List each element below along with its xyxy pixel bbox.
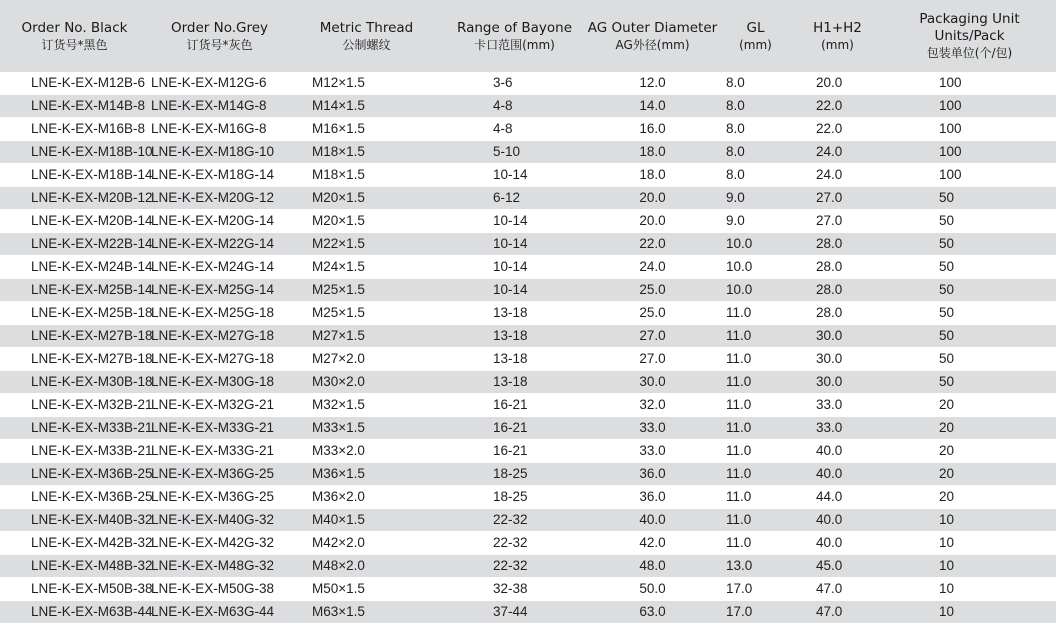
header-order-grey [149,0,290,72]
cell-range: 10-14 [443,256,586,279]
cell-h1-h2: 45.0 [792,555,883,578]
cell-order-grey: LNE-K-EX-M36G-25 [149,463,290,486]
cell-packaging-unit: 10 [883,601,1056,624]
cell-packaging-unit: 20 [883,440,1056,463]
table-row [0,233,1056,256]
cell-gl: 8.0 [719,164,792,187]
cell-order-grey: LNE-K-EX-M50G-38 [149,578,290,601]
cell-order-grey: LNE-K-EX-M27G-18 [149,348,290,371]
cell-packaging-unit: 100 [883,118,1056,141]
cell-metric-thread: M16×1.5 [290,118,443,141]
cell-ag-outer-diameter: 33.0 [586,440,719,463]
cell-metric-thread: M33×2.0 [290,440,443,463]
cell-ag-outer-diameter: 24.0 [586,256,719,279]
cell-range: 18-25 [443,463,586,486]
cell-ag-outer-diameter: 14.0 [586,95,719,118]
header-gl [719,0,792,72]
cell-order-black: LNE-K-EX-M18B-10 [0,141,149,164]
cell-ag-outer-diameter: 20.0 [586,187,719,210]
cell-metric-thread: M50×1.5 [290,578,443,601]
table-row [0,210,1056,233]
cell-range: 4-8 [443,95,586,118]
cell-metric-thread: M14×1.5 [290,95,443,118]
cell-order-black: LNE-K-EX-M42B-32 [0,532,149,555]
cell-h1-h2: 30.0 [792,325,883,348]
cell-ag-outer-diameter: 50.0 [586,578,719,601]
cell-range: 18-25 [443,486,586,509]
cell-gl: 10.0 [719,233,792,256]
cell-order-grey: LNE-K-EX-M30G-18 [149,371,290,394]
cell-metric-thread: M32×1.5 [290,394,443,417]
cell-order-grey: LNE-K-EX-M40G-32 [149,509,290,532]
cell-gl: 13.0 [719,555,792,578]
cell-packaging-unit: 50 [883,325,1056,348]
header-zh: 公制螺纹 [342,37,391,52]
cell-range: 13-18 [443,302,586,325]
cell-order-grey: LNE-K-EX-M33G-21 [149,417,290,440]
cell-range: 6-12 [443,187,586,210]
cell-order-grey: LNE-K-EX-M27G-18 [149,325,290,348]
cell-range: 10-14 [443,279,586,302]
cell-gl: 17.0 [719,578,792,601]
cell-order-black: LNE-K-EX-M16B-8 [0,118,149,141]
cell-ag-outer-diameter: 36.0 [586,486,719,509]
header-row [0,0,1056,72]
cell-ag-outer-diameter: 63.0 [586,601,719,624]
cell-h1-h2: 40.0 [792,532,883,555]
cell-gl: 11.0 [719,440,792,463]
cell-order-grey: LNE-K-EX-M14G-8 [149,95,290,118]
cell-order-black: LNE-K-EX-M48B-32 [0,555,149,578]
cell-ag-outer-diameter: 30.0 [586,371,719,394]
cell-metric-thread: M25×1.5 [290,302,443,325]
cell-order-grey: LNE-K-EX-M20G-14 [149,210,290,233]
table-row [0,187,1056,210]
cell-h1-h2: 47.0 [792,578,883,601]
cell-metric-thread: M27×1.5 [290,325,443,348]
cell-metric-thread: M12×1.5 [290,72,443,95]
header-en: GL [746,19,765,36]
cell-order-black: LNE-K-EX-M63B-44 [0,601,149,624]
header-zh: 卡口范围(mm) [474,37,555,52]
cell-gl: 8.0 [719,72,792,95]
cell-packaging-unit: 10 [883,555,1056,578]
cell-range: 10-14 [443,233,586,256]
cell-order-black: LNE-K-EX-M33B-21 [0,440,149,463]
cell-gl: 11.0 [719,417,792,440]
table-row [0,440,1056,463]
cell-packaging-unit: 50 [883,348,1056,371]
cell-range: 32-38 [443,578,586,601]
cell-h1-h2: 27.0 [792,187,883,210]
cell-gl: 10.0 [719,256,792,279]
cell-order-grey: LNE-K-EX-M25G-18 [149,302,290,325]
cell-gl: 8.0 [719,141,792,164]
header-zh: AG外径(mm) [615,37,690,52]
cell-packaging-unit: 10 [883,578,1056,601]
header-order-black [0,0,149,72]
cell-ag-outer-diameter: 42.0 [586,532,719,555]
cell-gl: 11.0 [719,371,792,394]
cell-gl: 11.0 [719,532,792,555]
cell-packaging-unit: 20 [883,394,1056,417]
cell-order-black: LNE-K-EX-M36B-25 [0,463,149,486]
cell-range: 4-8 [443,118,586,141]
table-row [0,509,1056,532]
header-packaging-unit [883,0,1056,72]
cell-h1-h2: 28.0 [792,302,883,325]
cell-range: 16-21 [443,394,586,417]
table-row [0,417,1056,440]
table-row [0,463,1056,486]
table-row [0,486,1056,509]
cell-ag-outer-diameter: 32.0 [586,394,719,417]
cell-order-black: LNE-K-EX-M27B-18 [0,325,149,348]
cell-metric-thread: M42×2.0 [290,532,443,555]
cell-order-grey: LNE-K-EX-M22G-14 [149,233,290,256]
table-row [0,394,1056,417]
cell-metric-thread: M20×1.5 [290,187,443,210]
cell-gl: 9.0 [719,187,792,210]
cell-h1-h2: 27.0 [792,210,883,233]
cell-order-grey: LNE-K-EX-M20G-12 [149,187,290,210]
cell-packaging-unit: 50 [883,371,1056,394]
cell-ag-outer-diameter: 18.0 [586,164,719,187]
cell-range: 13-18 [443,348,586,371]
cell-order-grey: LNE-K-EX-M42G-32 [149,532,290,555]
cell-packaging-unit: 50 [883,279,1056,302]
table-row [0,532,1056,555]
cell-h1-h2: 28.0 [792,256,883,279]
cell-gl: 17.0 [719,601,792,624]
cell-metric-thread: M18×1.5 [290,141,443,164]
cell-ag-outer-diameter: 27.0 [586,348,719,371]
cell-range: 22-32 [443,532,586,555]
cell-metric-thread: M36×1.5 [290,463,443,486]
table-row [0,164,1056,187]
cell-metric-thread: M22×1.5 [290,233,443,256]
cell-order-black: LNE-K-EX-M32B-21 [0,394,149,417]
cell-order-grey: LNE-K-EX-M24G-14 [149,256,290,279]
header-en: Range of Bayone [456,19,573,36]
cell-order-black: LNE-K-EX-M20B-12 [0,187,149,210]
header-en: Packaging Unit Units/Pack [919,11,1020,44]
cell-order-black: LNE-K-EX-M12B-6 [0,72,149,95]
cell-gl: 11.0 [719,325,792,348]
header-h1-h2 [792,0,883,72]
cell-metric-thread: M48×2.0 [290,555,443,578]
cell-order-black: LNE-K-EX-M40B-32 [0,509,149,532]
header-zh: 订货号*灰色 [186,37,253,52]
cell-order-black: LNE-K-EX-M30B-18 [0,371,149,394]
cell-range: 13-18 [443,371,586,394]
cell-order-black: LNE-K-EX-M25B-14 [0,279,149,302]
cell-h1-h2: 24.0 [792,141,883,164]
cell-metric-thread: M33×1.5 [290,417,443,440]
cell-range: 16-21 [443,417,586,440]
cell-range: 13-18 [443,325,586,348]
cell-ag-outer-diameter: 27.0 [586,325,719,348]
cell-h1-h2: 24.0 [792,164,883,187]
cell-h1-h2: 47.0 [792,601,883,624]
header-zh: (mm) [739,37,772,52]
cell-order-black: LNE-K-EX-M14B-8 [0,95,149,118]
cell-order-grey: LNE-K-EX-M25G-14 [149,279,290,302]
header-en: H1+H2 [813,19,862,36]
cell-range: 16-21 [443,440,586,463]
cell-range: 37-44 [443,601,586,624]
cell-range: 10-14 [443,164,586,187]
cell-ag-outer-diameter: 22.0 [586,233,719,256]
cell-metric-thread: M20×1.5 [290,210,443,233]
table-row [0,325,1056,348]
header-en: Order No.Grey [170,19,269,36]
table-row [0,141,1056,164]
table-row [0,555,1056,578]
cell-order-black: LNE-K-EX-M22B-14 [0,233,149,256]
cell-h1-h2: 22.0 [792,118,883,141]
table-row [0,95,1056,118]
cell-metric-thread: M40×1.5 [290,509,443,532]
cell-ag-outer-diameter: 36.0 [586,463,719,486]
cell-order-grey: LNE-K-EX-M48G-32 [149,555,290,578]
cell-ag-outer-diameter: 25.0 [586,279,719,302]
cell-order-grey: LNE-K-EX-M32G-21 [149,394,290,417]
cell-h1-h2: 33.0 [792,394,883,417]
cell-order-black: LNE-K-EX-M24B-14 [0,256,149,279]
cell-metric-thread: M63×1.5 [290,601,443,624]
cell-order-grey: LNE-K-EX-M36G-25 [149,486,290,509]
cell-gl: 10.0 [719,279,792,302]
cell-order-black: LNE-K-EX-M27B-18 [0,348,149,371]
cell-order-black: LNE-K-EX-M36B-25 [0,486,149,509]
header-en: Metric Thread [319,19,414,36]
table-row [0,302,1056,325]
cell-packaging-unit: 100 [883,164,1056,187]
cell-ag-outer-diameter: 20.0 [586,210,719,233]
table-body [0,72,1056,624]
cell-gl: 11.0 [719,509,792,532]
cell-ag-outer-diameter: 33.0 [586,417,719,440]
cell-order-black: LNE-K-EX-M33B-21 [0,417,149,440]
cell-metric-thread: M24×1.5 [290,256,443,279]
cell-h1-h2: 40.0 [792,463,883,486]
cell-h1-h2: 22.0 [792,95,883,118]
table-row [0,256,1056,279]
cell-h1-h2: 44.0 [792,486,883,509]
cell-order-grey: LNE-K-EX-M16G-8 [149,118,290,141]
table-row [0,279,1056,302]
cell-packaging-unit: 100 [883,72,1056,95]
cell-range: 10-14 [443,210,586,233]
cell-packaging-unit: 100 [883,95,1056,118]
cell-order-grey: LNE-K-EX-M18G-14 [149,164,290,187]
cell-packaging-unit: 20 [883,463,1056,486]
table-row [0,72,1056,95]
cell-order-black: LNE-K-EX-M20B-14 [0,210,149,233]
cell-range: 22-32 [443,555,586,578]
cell-gl: 11.0 [719,463,792,486]
header-range-bayone [443,0,586,72]
cell-h1-h2: 40.0 [792,509,883,532]
header-metric-thread [290,0,443,72]
cell-gl: 11.0 [719,486,792,509]
cell-ag-outer-diameter: 12.0 [586,72,719,95]
cell-gl: 9.0 [719,210,792,233]
cell-gl: 8.0 [719,118,792,141]
cell-packaging-unit: 50 [883,187,1056,210]
cell-order-black: LNE-K-EX-M18B-14 [0,164,149,187]
cell-range: 5-10 [443,141,586,164]
cell-packaging-unit: 50 [883,302,1056,325]
cell-h1-h2: 28.0 [792,233,883,256]
cell-metric-thread: M36×2.0 [290,486,443,509]
cell-packaging-unit: 50 [883,233,1056,256]
table-header [0,0,1056,72]
table-row [0,371,1056,394]
header-en: Order No. Black [21,19,128,36]
cell-order-black: LNE-K-EX-M25B-18 [0,302,149,325]
cell-metric-thread: M27×2.0 [290,348,443,371]
cell-ag-outer-diameter: 16.0 [586,118,719,141]
cell-order-grey: LNE-K-EX-M33G-21 [149,440,290,463]
header-zh: (mm) [821,37,854,52]
cell-gl: 11.0 [719,302,792,325]
cell-packaging-unit: 10 [883,532,1056,555]
cell-h1-h2: 33.0 [792,417,883,440]
cell-order-grey: LNE-K-EX-M63G-44 [149,601,290,624]
cell-packaging-unit: 50 [883,256,1056,279]
table-row [0,601,1056,624]
cell-metric-thread: M25×1.5 [290,279,443,302]
cell-gl: 8.0 [719,95,792,118]
cell-metric-thread: M30×2.0 [290,371,443,394]
cell-packaging-unit: 100 [883,141,1056,164]
cell-ag-outer-diameter: 40.0 [586,509,719,532]
cell-gl: 11.0 [719,348,792,371]
cell-packaging-unit: 20 [883,417,1056,440]
cell-range: 3-6 [443,72,586,95]
cell-ag-outer-diameter: 18.0 [586,141,719,164]
header-zh: 订货号*黑色 [41,37,108,52]
table-row [0,348,1056,371]
cell-h1-h2: 40.0 [792,440,883,463]
cell-order-black: LNE-K-EX-M50B-38 [0,578,149,601]
table-row [0,578,1056,601]
cell-order-grey: LNE-K-EX-M12G-6 [149,72,290,95]
cell-ag-outer-diameter: 48.0 [586,555,719,578]
cell-h1-h2: 28.0 [792,279,883,302]
cell-order-grey: LNE-K-EX-M18G-10 [149,141,290,164]
cell-gl: 11.0 [719,394,792,417]
cell-range: 22-32 [443,509,586,532]
header-ag-outer-diameter [586,0,719,72]
header-zh: 包装单位(个/包) [926,46,1013,60]
cell-packaging-unit: 50 [883,210,1056,233]
cell-packaging-unit: 10 [883,509,1056,532]
cell-h1-h2: 30.0 [792,348,883,371]
header-en: AG Outer Diameter [587,19,718,36]
cell-h1-h2: 20.0 [792,72,883,95]
cell-ag-outer-diameter: 25.0 [586,302,719,325]
cell-metric-thread: M18×1.5 [290,164,443,187]
table-row [0,118,1056,141]
cell-packaging-unit: 20 [883,486,1056,509]
cell-h1-h2: 30.0 [792,371,883,394]
